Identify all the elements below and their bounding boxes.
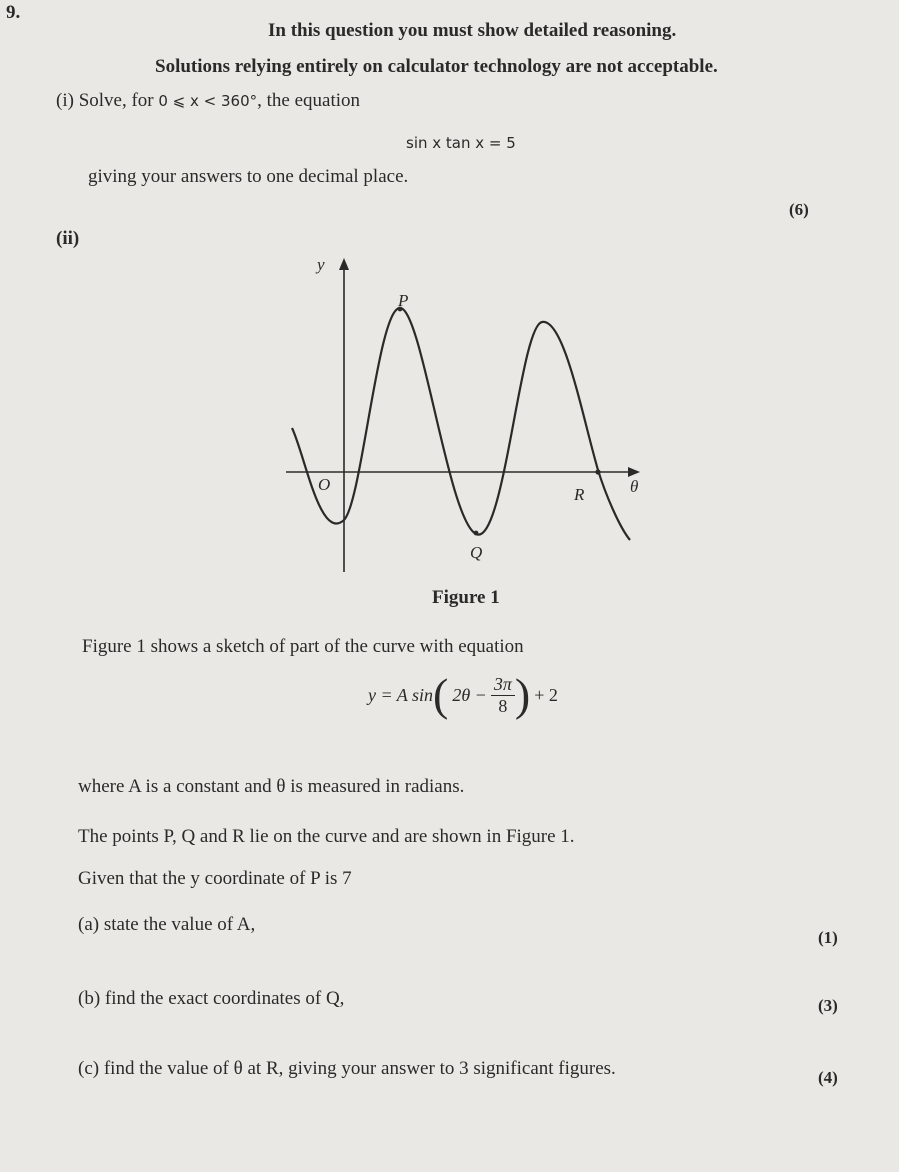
instruction-line-2: Solutions relying entirely on calculator technology are not acceptable. bbox=[155, 56, 718, 77]
part-i-label: (i) bbox=[56, 90, 74, 111]
question-a-marks: (1) bbox=[818, 928, 838, 947]
question-b-marks: (3) bbox=[818, 996, 838, 1015]
question-a-text: state the value of A, bbox=[103, 914, 256, 935]
question-c bbox=[78, 1058, 616, 1080]
part-i-instruction: giving your answers to one decimal place. bbox=[88, 166, 409, 187]
given-text: Given that the y coordinate of P is 7 bbox=[78, 868, 352, 889]
point-p-label: P bbox=[398, 291, 409, 310]
question-a bbox=[78, 914, 255, 936]
part-i-range: 0 ⩽ x < 360° bbox=[158, 92, 258, 110]
y-axis-arrow bbox=[339, 258, 349, 270]
equation-close-paren: ) bbox=[514, 669, 531, 720]
origin-label: O bbox=[318, 475, 331, 494]
point-r-label: R bbox=[574, 485, 585, 504]
equation-inner: 2θ − bbox=[452, 684, 487, 705]
fraction-denominator: 8 bbox=[498, 695, 508, 716]
x-axis-label: θ bbox=[630, 477, 639, 496]
point-q-label: Q bbox=[470, 543, 483, 562]
curve bbox=[292, 308, 630, 540]
curve-equation bbox=[368, 665, 558, 725]
equation-lhs: y = A sin bbox=[368, 684, 433, 705]
point-q-marker bbox=[474, 531, 479, 536]
part-ii-label: (ii) bbox=[56, 228, 80, 249]
figure-caption: Figure 1 bbox=[432, 587, 500, 608]
question-number: 9. bbox=[6, 2, 21, 23]
where-text: where A is a constant and θ is measured in radians. bbox=[78, 776, 465, 797]
points-text: The points P, Q and R lie on the curve and are shown in Figure 1. bbox=[78, 826, 575, 847]
part-i-equation: sin x tan x = 5 bbox=[406, 134, 516, 152]
fraction-numerator: 3π bbox=[491, 674, 515, 696]
figure-1-graph bbox=[280, 250, 650, 580]
part-i-prompt bbox=[56, 90, 360, 112]
x-axis-arrow bbox=[628, 467, 640, 477]
part-i-text-before: Solve, for bbox=[78, 90, 154, 111]
point-r-marker bbox=[595, 469, 600, 474]
question-b bbox=[78, 988, 344, 1010]
part-i-marks: (6) bbox=[789, 200, 809, 219]
equation-fraction bbox=[491, 674, 515, 717]
part-i-text-after: , the equation bbox=[257, 90, 361, 111]
question-c-text: find the value of θ at R, giving your answer to 3 significant figures. bbox=[103, 1058, 616, 1079]
equation-tail: + 2 bbox=[534, 684, 558, 705]
y-axis-label: y bbox=[317, 255, 325, 274]
question-b-label: (b) bbox=[78, 988, 101, 1009]
question-c-marks: (4) bbox=[818, 1068, 838, 1087]
question-a-label: (a) bbox=[78, 914, 100, 935]
figure-description: Figure 1 shows a sketch of part of the curve with equation bbox=[82, 636, 524, 657]
question-b-text: find the exact coordinates of Q, bbox=[104, 988, 345, 1009]
instruction-line-1: In this question you must show detailed reasoning. bbox=[268, 20, 677, 41]
equation-open-paren: ( bbox=[433, 669, 449, 720]
question-c-label: (c) bbox=[78, 1058, 100, 1079]
